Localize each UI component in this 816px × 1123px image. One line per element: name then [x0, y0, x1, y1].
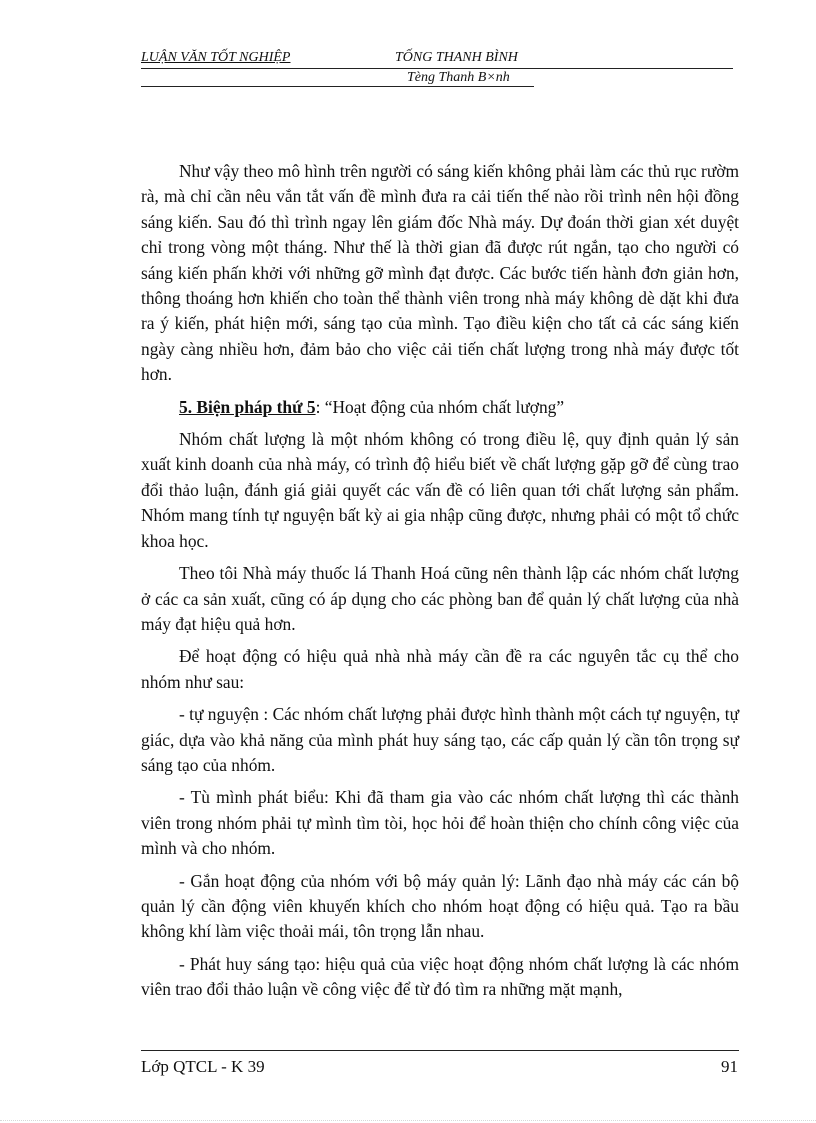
paragraph-3: Theo tôi Nhà máy thuốc lá Thanh Hoá cũng nên thành lập các nhóm chất lượng ở các ca sản xuất, cũng có áp dụng cho các phòng ban để quản lý chất lượng của nhà máy đạt hiệu quả hơn. — [141, 563, 739, 634]
page-edge-divider — [0, 1120, 816, 1121]
paragraph-6: - Tù mình phát biểu: Khi đã tham gia vào các nhóm chất lượng thì các thành viên trong nhóm phải tự mình tìm tòi, học hỏi để hoàn thiện cho chính công việc của mình và cho nhóm. — [141, 787, 739, 859]
paragraph-5: - tự nguyện : Các nhóm chất lượng phải được hình thành một cách tự nguyện, tự giác, dựa vào khả năng của mình phát huy sáng tạo, các cấp quản lý cần tôn trọng sự sáng tạo của nhóm. — [141, 704, 739, 775]
page-subheader — [141, 70, 534, 87]
section-heading — [141, 395, 739, 420]
paragraph-2: Nhóm chất lượng là một nhóm không có trong điều lệ, quy định quản lý sản xuất kinh doanh của nhà máy, có trình độ hiểu biết về chất lượng gặp gỡ để cùng trao đổi thảo luận, đánh giá giải quyết các vấn đề có liên quan tới chất lượng sản phẩm. Nhóm mang tính tự nguyện bất kỳ ai gia nhập cũng được, nhưng phải có một tổ chức khoa học. — [141, 429, 739, 551]
header-author-name-alt: Tèng Thanh B×nh — [407, 70, 510, 85]
body-text — [141, 159, 739, 1003]
paragraph-8: - Phát huy sáng tạo: hiệu quả của việc hoạt động nhóm chất lượng là các nhóm viên trao đổi thảo luận về công việc để từ đó tìm ra những mặt mạnh, — [141, 953, 739, 1000]
header-thesis-label: LUẬN VĂN TỐT NGHIỆP — [141, 50, 291, 65]
page-number: 91 — [721, 1057, 738, 1076]
section-heading-label: 5. Biện pháp thứ 5 — [179, 396, 316, 417]
section-heading-title: : “Hoạt động của nhóm chất lượng” — [315, 396, 565, 417]
header-author-name: TỐNG THANH BÌNH — [395, 50, 518, 65]
footer-class-label: Lớp QTCL - K 39 — [141, 1057, 265, 1076]
footer-divider — [141, 1050, 739, 1051]
paragraph-4: Để hoạt động có hiệu quả nhà nhà máy cần đề ra các nguyên tắc cụ thể cho nhóm như sau: — [141, 646, 739, 692]
paragraph-7: - Gắn hoạt động của nhóm với bộ máy quản lý: Lãnh đạo nhà máy các cán bộ quản lý cần động viên khuyến khích cho nhóm hoạt động có hiệu quả. Tạo ra bầu không khí làm việc thoải mái, tôn trọng lẫn nhau. — [141, 870, 739, 942]
paragraph-1: Như vậy theo mô hình trên người có sáng kiến không phải làm các thủ rục rườm rà, mà chỉ cần nêu vắn tắt vấn đề mình đưa ra cải tiến thế nào rồi trình nên hội đồng sáng kiến. Sau đó thì trình ngay lên giám đốc Nhà máy. Dự đoán thời gian xét duyệt chỉ trong vòng một tháng. Như thế là thời gian đã được rút ngắn, tạo cho người có sáng kiến phấn khởi với những gỡ mình đạt được. Các bước tiến hành đơn giản hơn, thông thoáng hơn khiến cho toàn thể thành viên trong nhà máy không dè dặt khi đưa ra ý kiến, phát hiện mới, sáng tạo của mình. Tạo điều kiện cho tất cả các sáng kiến ngày càng nhiều hơn, đảm bảo cho việc cải tiến chất lượng trong nhà máy được tốt hơn. — [141, 161, 739, 385]
page-header — [141, 50, 733, 69]
